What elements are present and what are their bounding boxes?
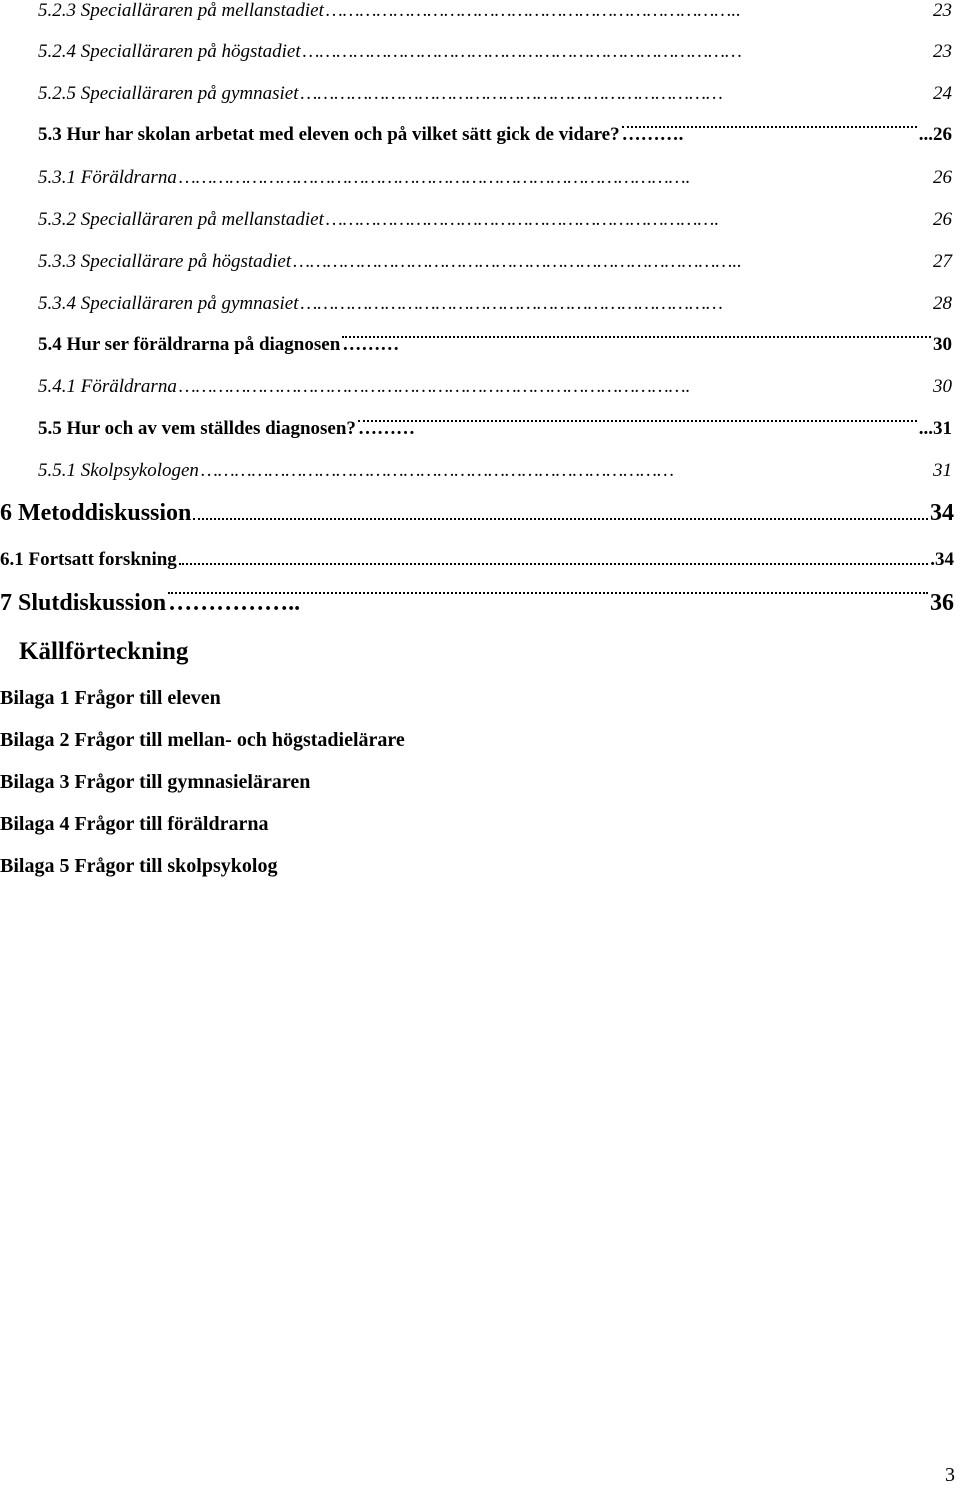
toc-entry-page: 31 <box>933 460 952 481</box>
toc-entry-leader: ………………………………………………………………………………. <box>178 167 691 188</box>
toc-entry-leader: ……… <box>342 334 931 338</box>
toc-entry-page: 26 <box>933 209 952 230</box>
toc-entry-leader <box>193 516 928 520</box>
toc-entry-leader: ………………………………………………………………… <box>300 293 723 314</box>
toc-entry-page: 24 <box>933 83 952 104</box>
toc-entry-5-5 <box>38 418 952 440</box>
appendix-entry: Bilaga 2 Frågor till mellan- och högstadielärare <box>0 729 405 751</box>
toc-entry-label: 5.2.3 Specialläraren på mellanstadiet <box>38 0 324 21</box>
toc-entry-label: 5.3.4 Specialläraren på gymnasiet <box>38 293 299 314</box>
toc-entry-label: 5.3 Hur har skolan arbetat med eleven och på vilket sätt gick de vidare? <box>38 124 620 145</box>
references-heading: Källförteckning <box>19 638 189 665</box>
toc-entry-5-3 <box>38 124 952 146</box>
toc-entry-leader: ………. <box>622 124 917 128</box>
appendix-entry: Bilaga 5 Frågor till skolpsykolog <box>0 855 278 877</box>
toc-entry-5-3-2 <box>38 209 952 231</box>
toc-entry-leader: ………………………………………………………………………… <box>200 460 674 481</box>
toc-entry-page: ...31 <box>918 418 952 439</box>
toc-entry-6-1 <box>0 549 954 571</box>
toc-entry-page: 28 <box>933 293 952 314</box>
toc-entry-label: 5.5 Hur och av vem ställdes diagnosen? <box>38 418 356 439</box>
toc-entry-label: 5.2.4 Specialläraren på högstadiet <box>38 41 301 62</box>
toc-entry-page: 34 <box>930 500 954 526</box>
toc-entry-leader <box>179 561 928 565</box>
toc-entry-5-3-1 <box>38 167 952 189</box>
toc-entry-page: 26 <box>933 167 952 188</box>
toc-entry-label: 6 Metoddiskussion <box>0 500 192 526</box>
toc-entry-page: ...26 <box>918 124 952 145</box>
toc-entry-leader: ……………………………………………………………. <box>325 209 720 230</box>
appendix-entry: Bilaga 3 Frågor till gymnasieläraren <box>0 771 311 793</box>
toc-entry-leader: ……………………………………………………………….. <box>325 0 741 21</box>
toc-entry-5-3-4 <box>38 293 952 315</box>
appendix-entry: Bilaga 4 Frågor till föräldrarna <box>0 813 269 835</box>
toc-entry-leader: …………….. <box>168 590 928 594</box>
toc-entry-5-3-3 <box>38 251 952 273</box>
toc-entry-leader: ………………………………………………………………… <box>300 83 723 104</box>
toc-entry-leader: ……… <box>358 418 917 422</box>
toc-entry-label: 5.5.1 Skolpsykologen <box>38 460 199 481</box>
page-number: 3 <box>945 1464 955 1486</box>
toc-entry-page: 27 <box>933 251 952 272</box>
toc-entry-5-2-4 <box>38 41 952 63</box>
toc-entry-5-5-1 <box>38 460 952 482</box>
toc-entry-5-4 <box>38 334 952 356</box>
toc-entry-page: .34 <box>930 549 954 570</box>
toc-entry-label: 6.1 Fortsatt forskning <box>0 549 177 570</box>
toc-entry-label: 5.3.1 Föräldrarna <box>38 167 177 188</box>
toc-entry-5-2-3 <box>38 0 952 22</box>
appendix-entry: Bilaga 1 Frågor till eleven <box>0 687 221 709</box>
toc-entry-label: 5.3.3 Speciallärare på högstadiet <box>38 251 292 272</box>
toc-entry-leader: …………………………………………………………………… <box>302 41 742 62</box>
toc-entry-page: 36 <box>930 590 954 616</box>
toc-entry-5-4-1 <box>38 376 952 398</box>
toc-entry-page: 30 <box>933 376 952 397</box>
toc-entry-5-2-5 <box>38 83 952 105</box>
toc-entry-6 <box>0 500 954 527</box>
toc-entry-label: 5.3.2 Specialläraren på mellanstadiet <box>38 209 324 230</box>
toc-entry-label: 5.2.5 Specialläraren på gymnasiet <box>38 83 299 104</box>
toc-entry-page: 30 <box>933 334 952 355</box>
toc-entry-label: 5.4 Hur ser föräldrarna på diagnosen <box>38 334 341 355</box>
toc-entry-page: 23 <box>933 41 952 62</box>
toc-entry-leader: ………………………………………………………………………………. <box>178 376 691 397</box>
toc-entry-7 <box>0 590 954 617</box>
toc-entry-label: 5.4.1 Föräldrarna <box>38 376 177 397</box>
toc-entry-leader: …………………………………………………………………….. <box>293 251 742 272</box>
toc-entry-label: 7 Slutdiskussion <box>0 590 167 616</box>
toc-entry-page: 23 <box>933 0 952 21</box>
